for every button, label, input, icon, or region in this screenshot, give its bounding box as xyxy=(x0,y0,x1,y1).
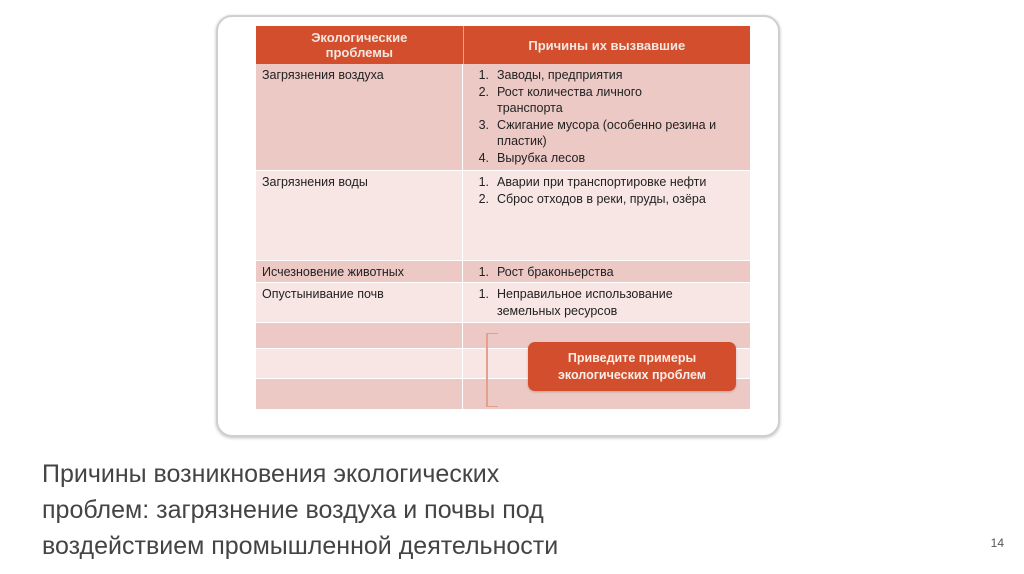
causes-list xyxy=(463,64,750,166)
list-item: 2. Рост количества личного транспорта xyxy=(478,84,642,115)
list-item: 1. Неправильное использование земельных ресурсов xyxy=(478,287,673,318)
header-causes: Причины их вызвавшие xyxy=(528,37,686,53)
list-item: 4. Вырубка лесов xyxy=(478,150,586,165)
table-row xyxy=(256,282,750,323)
causes-list xyxy=(463,261,750,281)
table-row xyxy=(256,170,750,261)
callout-box: Приведите примеры экологических проблем xyxy=(528,342,736,391)
problem-water: Загрязнения воды xyxy=(262,175,368,189)
problem-air: Загрязнения воздуха xyxy=(262,68,384,82)
table-header xyxy=(256,26,750,64)
problem-animals: Исчезновение животных xyxy=(262,265,405,279)
causes-list xyxy=(463,171,750,207)
list-item: 1. Аварии при транспортировке нефти xyxy=(478,175,707,189)
page-number: 14 xyxy=(990,536,1004,550)
list-item: 1. Заводы, предприятия xyxy=(478,68,623,82)
list-item: 1. Рост браконьерства xyxy=(478,265,614,279)
slide-caption: Причины возникновения экологических проблем: загрязнение воздуха и почвы под воздействием промышленной деятельности xyxy=(42,460,559,560)
bracket-decoration xyxy=(486,333,498,407)
list-item: 3. Сжигание мусора (особенно резина и пластик) xyxy=(478,117,717,148)
problem-soil: Опустынивание почв xyxy=(262,287,384,301)
list-item: 2. Сброс отходов в реки, пруды, озёра xyxy=(478,191,706,206)
table-row xyxy=(256,260,750,283)
causes-list xyxy=(463,283,750,319)
header-problems: Экологические проблемы xyxy=(256,26,464,64)
table-row xyxy=(256,64,750,170)
